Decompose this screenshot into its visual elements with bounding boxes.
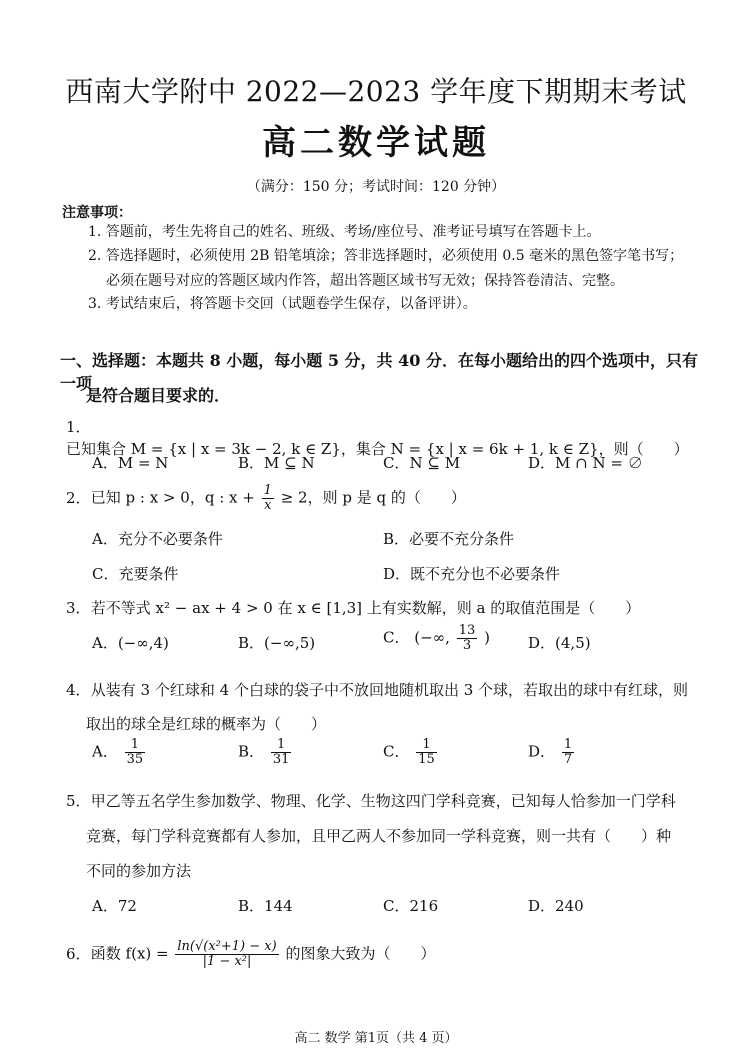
note-item-2: 2. 答选择题时，必须使用 2B 铅笔填涂；答非选择题时，必须使用 0.5 毫米的黑色签字笔书写； — [88, 248, 684, 264]
option-a: A．M = N — [92, 454, 169, 472]
option-label: C． — [383, 628, 410, 647]
section-heading-continued: 是符合题目要求的． — [86, 386, 231, 405]
option-label: C． — [383, 742, 410, 761]
option-label: A． — [92, 742, 118, 761]
fraction-numerator: 1 — [416, 738, 437, 753]
option-b: B．(−∞,5) — [238, 634, 316, 652]
option-b — [238, 738, 293, 767]
question-text-line1: 从装有 3 个红球和 4 个白球的袋子中不放回地随机取出 3 个球，若取出的球中有红球，则 — [90, 681, 689, 699]
question-6 — [66, 940, 706, 969]
fraction — [457, 624, 478, 653]
option-a: A．(−∞,4) — [92, 634, 169, 652]
section-heading: 一、选择题：本题共 8 小题，每小题 5 分，共 40 分．在每小题给出的四个选项中，只有一项 — [60, 351, 698, 393]
fraction — [271, 738, 292, 767]
exam-subtitle: 高二数学试题 — [262, 123, 490, 163]
fraction-denominator: |1 − x²| — [202, 954, 252, 969]
notes-heading: 注意事项： — [62, 205, 132, 221]
option-d — [528, 738, 576, 767]
option-b: B．M ⊆ N — [238, 454, 315, 472]
option-c: C．216 — [383, 897, 439, 915]
fraction-denominator: 35 — [126, 752, 144, 767]
option-a — [92, 738, 147, 767]
question-number: 2． — [66, 488, 91, 507]
fraction — [175, 940, 278, 969]
question-text-line1: 甲乙等五名学生参加数学、物理、化学、生物这四门学科竞赛，已知每人恰参加一门学科 — [90, 792, 676, 810]
question-text: 若不等式 x² − ax + 4 > 0 在 x ∈ [1,3] 上有实数解，则 a 的取值范围是（ ） — [90, 599, 641, 617]
fraction-denominator: 15 — [418, 752, 435, 767]
question-2 — [66, 484, 706, 513]
option-a: A．72 — [92, 897, 137, 915]
option-b: B．144 — [238, 897, 293, 915]
fraction-numerator: 1 — [563, 737, 573, 752]
exam-title: 西南大学附中 2022—2023 学年度下期期末考试 — [65, 75, 687, 108]
option-c — [383, 624, 490, 653]
option-d: D．M ∩ N = ∅ — [528, 454, 643, 472]
fraction — [262, 484, 274, 513]
question-5 — [66, 790, 706, 812]
question-text-pre: 已知 p : x > 0，q : x + — [90, 488, 255, 507]
question-text-post: 的图象大致为（ ） — [285, 944, 436, 963]
fraction — [416, 738, 437, 767]
question-number: 6． — [66, 944, 91, 963]
option-c — [383, 738, 439, 767]
note-item-2-continued: 必须在题号对应的答题区域内作答，超出答题区域书写无效；保持答卷清洁、完整。 — [106, 273, 624, 289]
question-text-pre: 函数 f(x) = — [90, 944, 169, 963]
score-info: （满分：150 分；考试时间：120 分钟） — [246, 179, 506, 195]
question-4-line2: 取出的球全是红球的概率为（ ） — [86, 715, 327, 733]
fraction — [125, 738, 146, 767]
fraction — [562, 738, 574, 767]
question-3 — [66, 597, 706, 619]
option-d: D．240 — [528, 897, 584, 915]
question-5-line3: 不同的参加方法 — [86, 862, 192, 880]
option-b: B．必要不充分条件 — [383, 530, 515, 548]
note-item-1: 1. 答题前，考生先将自己的姓名、班级、考场/座位号、准考证号填写在答题卡上。 — [88, 224, 601, 240]
note-item-3: 3. 考试结束后，将答题卡交回（试题卷学生保存，以备评讲）。 — [88, 296, 477, 312]
question-number: 3． — [66, 599, 91, 617]
option-d: D．既不充分也不必要条件 — [383, 565, 561, 583]
option-c: C．充要条件 — [92, 565, 179, 583]
option-label: B． — [238, 742, 265, 761]
fraction-denominator: 3 — [462, 638, 472, 653]
fraction-denominator: 7 — [563, 752, 573, 767]
option-c: C．N ⊆ M — [383, 454, 461, 472]
question-number: 1． — [66, 418, 91, 436]
fraction-numerator: 1 — [271, 738, 292, 753]
option-text-pre: (−∞, — [414, 628, 450, 647]
option-a: A．充分不必要条件 — [92, 530, 223, 548]
option-d: D．(4,5) — [528, 634, 591, 652]
question-number: 5． — [66, 792, 91, 810]
question-5-line2: 竞赛，每门学科竞赛都有人参加，且甲乙两人不参加同一学科竞赛，则一共有（ ）种 — [86, 827, 672, 845]
fraction-numerator: 1 — [263, 483, 272, 498]
question-number: 4． — [66, 681, 91, 699]
question-text: 已知集合 M = {x | x = 3k − 2, k ∈ Z}，集合 N = {x | x = 6k + 1, k ∈ Z}，则（ ） — [66, 440, 689, 458]
question-text-post: ≥ 2，则 p 是 q 的（ ） — [280, 488, 466, 507]
fraction-numerator: ln(√(x²+1) − x) — [177, 939, 277, 954]
option-text-post: ) — [484, 628, 490, 647]
fraction-numerator: 13 — [458, 623, 476, 638]
question-4 — [66, 679, 706, 701]
fraction-denominator: x — [264, 498, 272, 513]
page-footer: 高二 数学 第1页（共 4 页） — [294, 1031, 458, 1046]
fraction-denominator: 31 — [272, 752, 290, 767]
fraction-numerator: 1 — [125, 738, 146, 753]
option-label: D． — [528, 742, 556, 761]
